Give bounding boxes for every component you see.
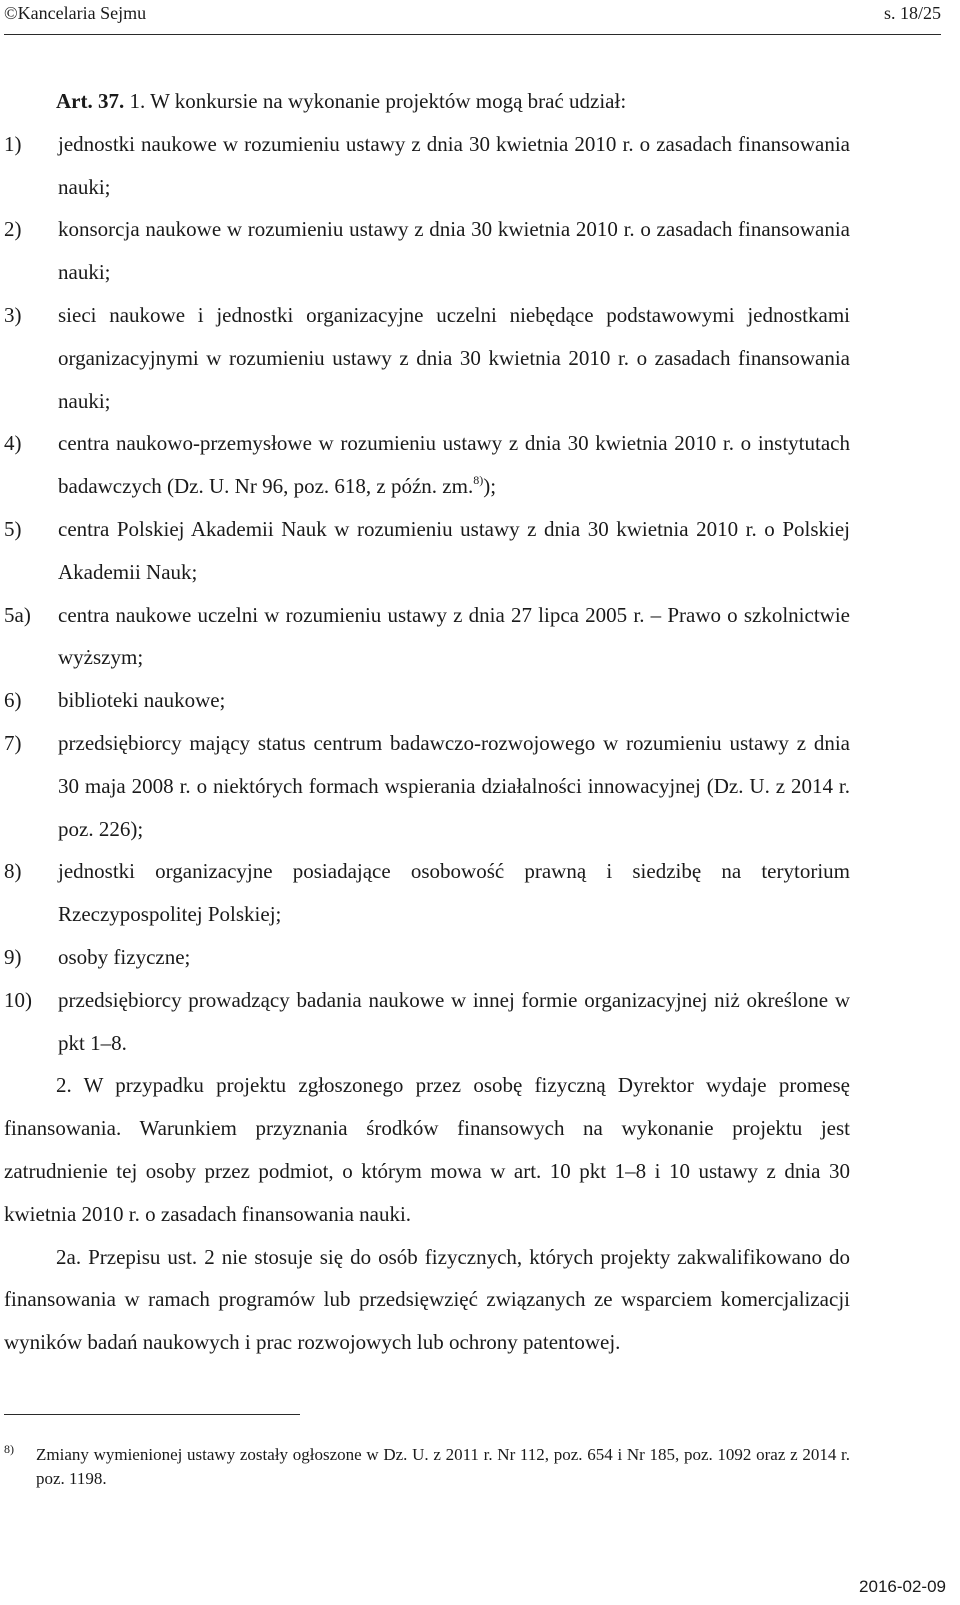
footnote-text: Zmiany wymienionej ustawy zostały ogłoszone w Dz. U. z 2011 r. Nr 112, poz. 654 i Nr 185, poz. 1092 oraz z 2014 r. poz. 1198.: [36, 1445, 850, 1488]
list-item: [4, 294, 850, 422]
document-date: 2016-02-09: [859, 1577, 946, 1596]
list-item-text: sieci naukowe i jednostki organizacyjne uczelni niebędące podstawowymi jednostkami organizacyjnymi w rozumieniu ustawy z dnia 30 kwietnia 2010 r. o zasadach finansowania nauki;: [58, 302, 850, 413]
list-item-number: 6): [4, 688, 22, 713]
list-item: [4, 208, 850, 294]
header-page-number: s. 18/25: [883, 3, 941, 23]
list-item-text: centra naukowo-przemysłowe w rozumieniu ustawy z dnia 30 kwietnia 2010 r. o instytutach badawczych (Dz. U. Nr 96, poz. 618, z późn. zm.: [58, 431, 850, 499]
page-header: [4, 0, 941, 35]
footnote-divider: [4, 1414, 300, 1415]
list-item: [4, 722, 850, 850]
list-item: [4, 850, 850, 936]
list-item-number: 9): [4, 944, 22, 969]
list-item-text: przedsiębiorcy prowadzący badania naukowe w innej formie organizacyjnej niż określone w pkt 1–8.: [58, 987, 850, 1055]
list-item-number: 5): [4, 516, 22, 541]
footnote-number: 8): [4, 1442, 14, 1456]
document-body: [4, 80, 850, 1364]
paragraph-ust2: 2. W przypadku projektu zgłoszonego przez osobę fizyczną Dyrektor wydaje promesę finansowania. Warunkiem przyznania środków finansowych na wykonanie projektu jest zatrudnienie tej osoby przez podmiot, o którym mowa w art. 10 pkt 1–8 i 10 ustawy z dnia 30 kwietnia 2010 r. o zasadach finansowania nauki.: [4, 1073, 850, 1226]
list-item-text: konsorcja naukowe w rozumieniu ustawy z dnia 30 kwietnia 2010 r. o zasadach finansowania nauki;: [58, 217, 850, 285]
list-item-text: biblioteki naukowe;: [58, 688, 226, 713]
list-item-text: centra naukowe uczelni w rozumieniu ustawy z dnia 27 lipca 2005 r. – Prawo o szkolnictwie wyższym;: [58, 602, 850, 670]
list-item-number: 3): [4, 302, 22, 327]
list-item-number: 2): [4, 217, 22, 242]
list-item-tail: );: [483, 474, 497, 499]
list-item-text: osoby fizyczne;: [58, 944, 191, 969]
list-item: [4, 123, 850, 209]
list-item-number: 4): [4, 431, 22, 456]
list-item-text: przedsiębiorcy mający status centrum badawczo-rozwojowego w rozumieniu ustawy z dnia 30 maja 2008 r. o niektórych formach wspierania działalności innowacyjnej (Dz. U. z 2014 r. poz. 226);: [58, 730, 850, 841]
article-intro: [4, 80, 850, 123]
footnote: [4, 1443, 850, 1491]
paragraph-ust2a: 2a. Przepisu ust. 2 nie stosuje się do osób fizycznych, których projekty zakwalifikowano do finansowania w ramach programów lub przedsięwzięć związanych ze wsparciem komercjalizacji wyników badań naukowych i prac rozwojowych lub ochrony patentowej.: [4, 1244, 850, 1355]
list-item-number: 10): [4, 987, 32, 1012]
list-item: [4, 936, 850, 979]
list-item: [4, 422, 850, 508]
list-item-text: jednostki organizacyjne posiadające osobowość prawną i siedzibę na terytorium Rzeczypospolitej Polskiej;: [58, 859, 850, 927]
list-item-number: 7): [4, 730, 22, 755]
list-item: [4, 679, 850, 722]
list-item-text: centra Polskiej Akademii Nauk w rozumieniu ustawy z dnia 30 kwietnia 2010 r. o Polskiej Akademii Nauk;: [58, 516, 850, 584]
list-item-text: jednostki naukowe w rozumieniu ustawy z dnia 30 kwietnia 2010 r. o zasadach finansowania nauki;: [58, 131, 850, 199]
list-item-number: 5a): [4, 602, 31, 627]
list-item: [4, 979, 850, 1065]
article-ust1-intro: 1. W konkursie na wykonanie projektów mogą brać udział:: [129, 89, 627, 113]
footnote-reference[interactable]: 8): [473, 473, 484, 488]
header-copyright: ©Kancelaria Sejmu: [4, 3, 147, 23]
article-label: Art. 37.: [56, 89, 125, 113]
list-item-number: 1): [4, 131, 22, 156]
list-item: [4, 508, 850, 594]
list-item: [4, 594, 850, 680]
list-item-number: 8): [4, 859, 22, 884]
